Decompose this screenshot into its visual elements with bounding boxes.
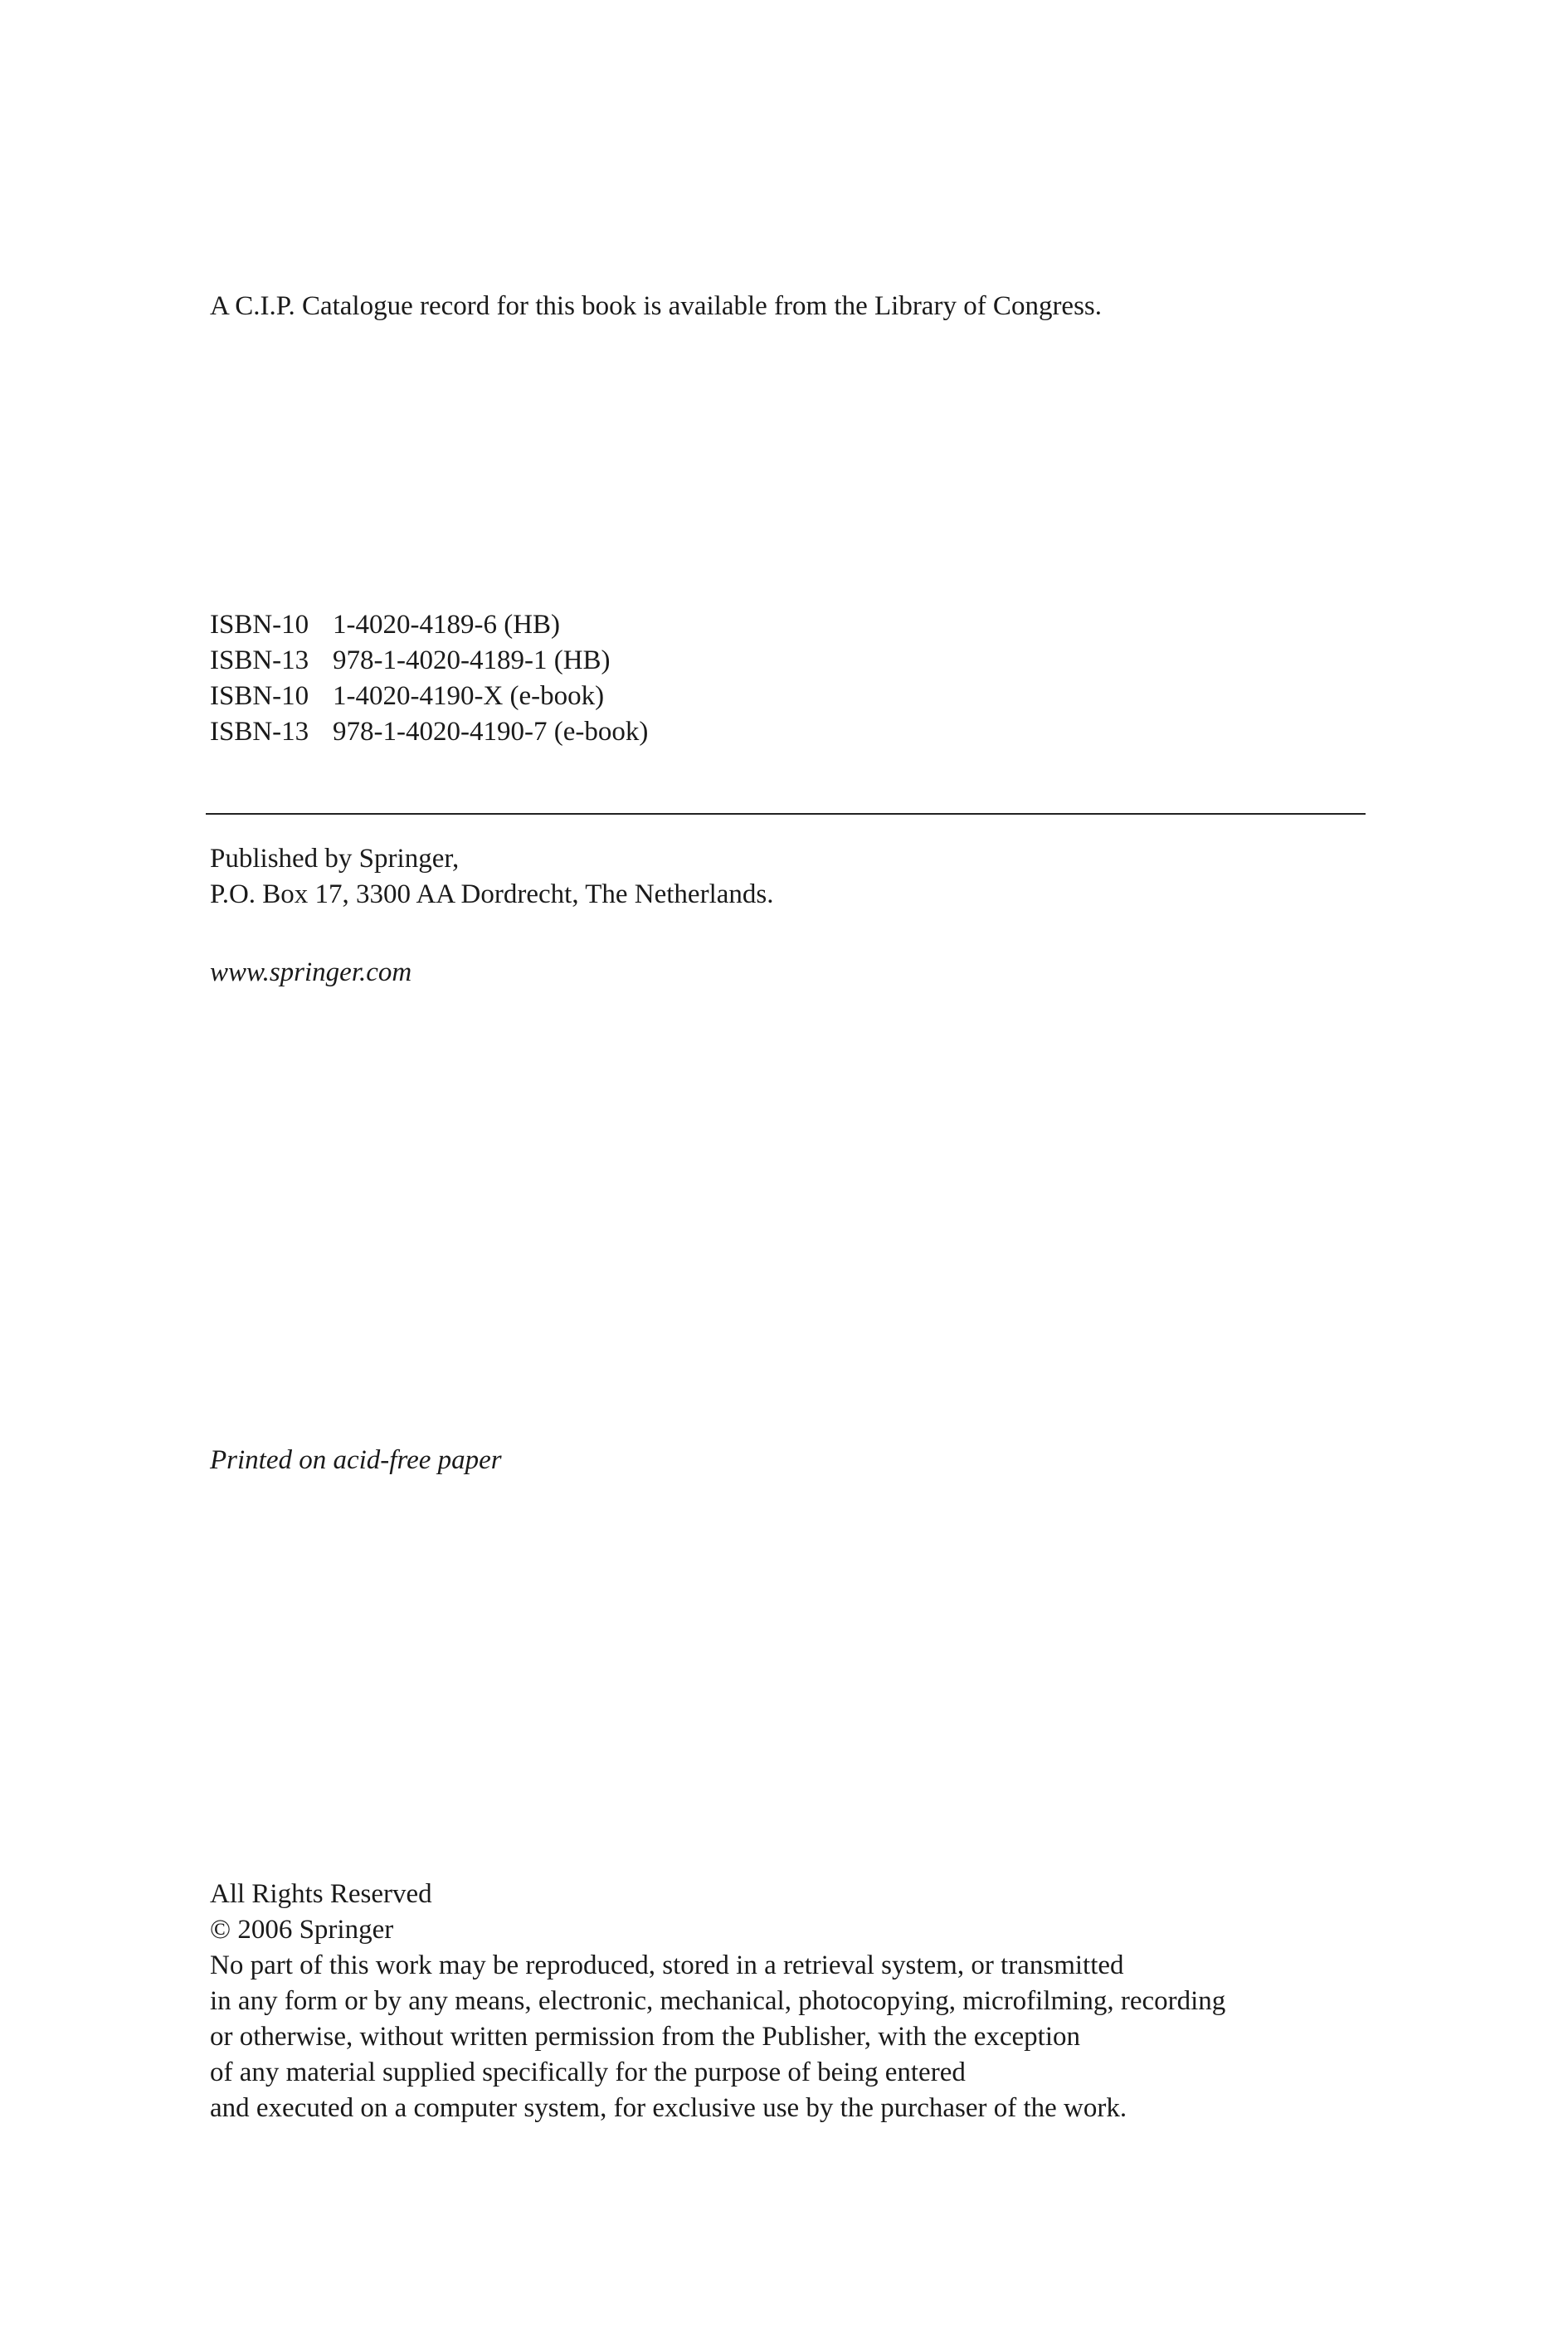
publisher-name: Published by Springer, — [210, 844, 460, 874]
publisher-website-link[interactable]: www.springer.com — [210, 957, 412, 987]
isbn-row — [210, 643, 648, 679]
publisher-postal-address: P.O. Box 17, 3300 AA Dordrecht, The Netherlands. — [210, 879, 774, 909]
isbn-row — [210, 714, 648, 750]
isbn-row — [210, 607, 648, 643]
isbn-label: ISBN-13 — [210, 717, 309, 747]
isbn-row — [210, 679, 648, 714]
rights-text-line: No part of this work may be reproduced, stored in a retrieval system, or transmitted — [210, 1950, 1124, 1980]
isbn-value: 1-4020-4190-X (e-book) — [333, 681, 605, 711]
rights-notice — [210, 1877, 1225, 2126]
isbn-label: ISBN-10 — [210, 681, 309, 711]
isbn-label: ISBN-13 — [210, 645, 309, 675]
isbn-list — [210, 607, 648, 750]
rights-text-line: in any form or by any means, electronic, mechanical, photocopying, microfilming, recording — [210, 1986, 1226, 2016]
paper-note: Printed on acid-free paper — [210, 1445, 502, 1475]
rights-text-line: of any material supplied specifically for the purpose of being entered — [210, 2057, 966, 2087]
cip-notice: A C.I.P. Catalogue record for this book is available from the Library of Congress. — [210, 291, 1103, 321]
rights-heading: All Rights Reserved — [210, 1879, 432, 1909]
isbn-label: ISBN-10 — [210, 610, 309, 640]
horizontal-divider — [206, 813, 1366, 815]
isbn-value: 978-1-4020-4190-7 (e-book) — [333, 717, 649, 747]
rights-text-line: or otherwise, without written permission from the Publisher, with the exception — [210, 2022, 1080, 2052]
isbn-value: 1-4020-4189-6 (HB) — [333, 610, 561, 640]
copyright-line: © 2006 Springer — [210, 1915, 394, 1945]
isbn-value: 978-1-4020-4189-1 (HB) — [333, 645, 611, 675]
publisher-address — [210, 841, 773, 913]
rights-text-line: and executed on a computer system, for exclusive use by the purchaser of the work. — [210, 2093, 1127, 2123]
